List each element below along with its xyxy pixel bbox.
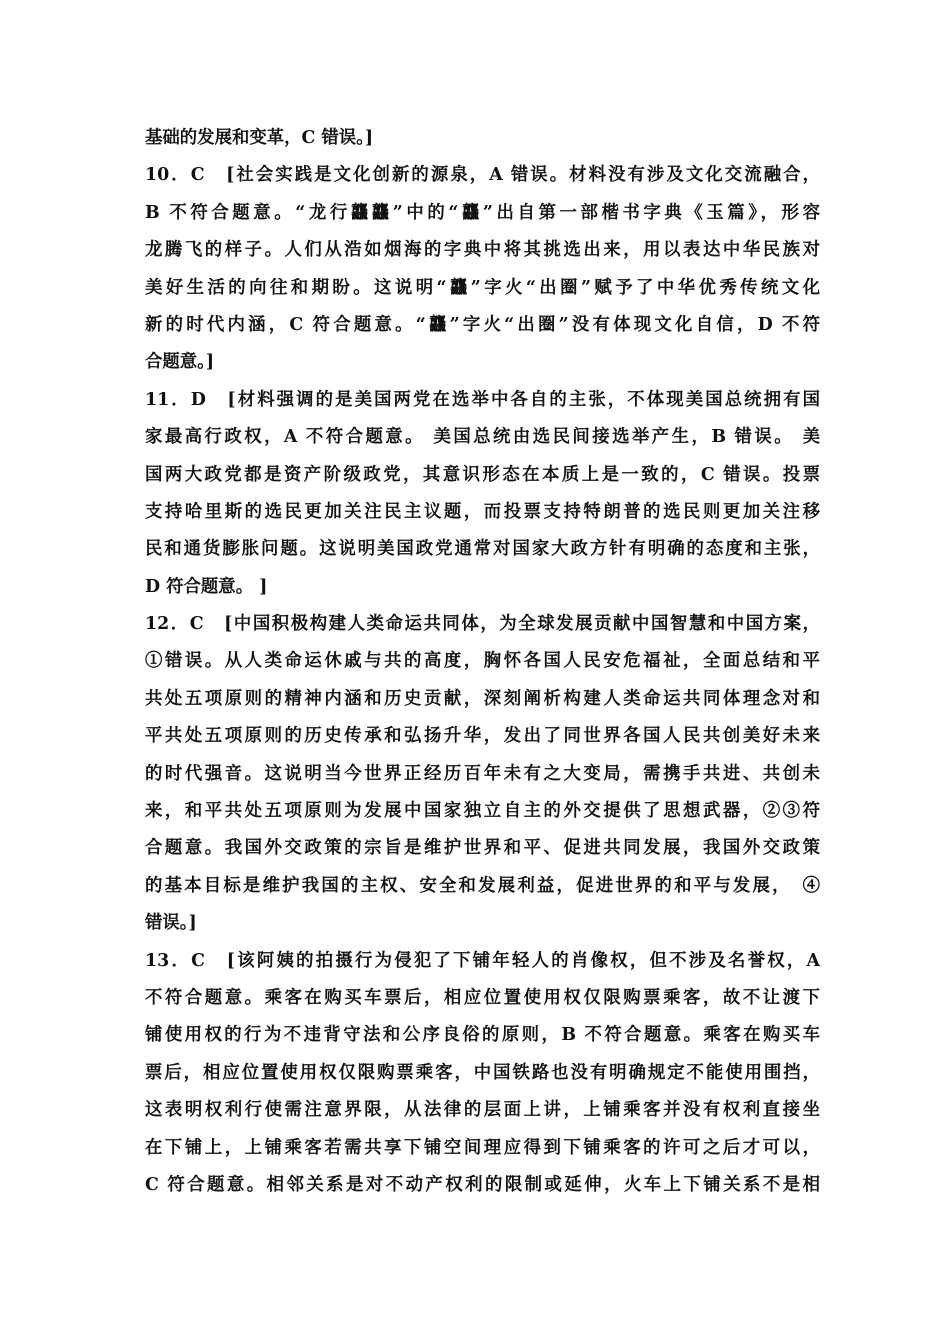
text-line: 10．C [社会实践是文化创新的源泉，A 错误。材料没有涉及文化交流融合， (145, 165, 820, 186)
text-line: 民和通货膨胀问题。这说明美国政党通常对国家大政方针有明确的态度和主张， (145, 539, 820, 560)
text-line: 国两大政党都是资产阶级政党，其意识形态在本质上是一致的，C 错误。投票 (145, 464, 820, 485)
text-line: 在下铺上，上铺乘客若需共享下铺空间理应得到下铺乘客的许可之后才可以， (145, 1137, 820, 1158)
text-line: 不符合题意。乘客在购买车票后，相应位置使用权仅限购票乘客，故不让渡下 (145, 987, 820, 1008)
text-line: C 符合题意。相邻关系是对不动产权利的限制或延伸，火车上下铺关系不是相 (145, 1174, 820, 1195)
text-line: 基础的发展和变革，C 错误。] (145, 128, 374, 148)
text-line: 来，和平共处五项原则为发展中国家独立自主的外交提供了思想武器，②③符 (145, 801, 820, 822)
text-line: 13．C [该阿姨的拍摄行为侵犯了下铺年轻人的肖像权，但不涉及名誉权，A (145, 950, 820, 971)
text-line: 12．C [中国积极构建人类命运共同体，为全球发展贡献中国智慧和中国方案， (145, 614, 820, 635)
text-line: 平共处五项原则的历史传承和弘扬升华，发出了同世界各国人民共创美好未来 (145, 726, 820, 747)
text-line: ①错误。从人类命运休戚与共的高度，胸怀各国人民安危福祉，全面总结和平 (145, 651, 820, 672)
text-line: 铺使用权的行为不违背守法和公序良俗的原则，B 不符合题意。乘客在购买车 (145, 1025, 820, 1046)
text-line: 新的时代内涵，C 符合题意。“龘”字火“出圈”没有体现文化自信，D 不符 (145, 314, 820, 335)
text-line: 家最高行政权，A 不符合题意。 美国总统由选民间接选举产生，B 错误。 美 (145, 427, 820, 448)
text-line: D 符合题意。 ] (145, 576, 268, 597)
text-line: 龙腾飞的样子。人们从浩如烟海的字典中将其挑选出来，用以表达中华民族对 (145, 240, 820, 261)
text-line: 11．D [材料强调的是美国两党在选举中各自的主张，不体现美国总统拥有国 (145, 389, 820, 410)
document-page (145, 120, 820, 1204)
text-line: 的时代强音。这说明当今世界正经历百年未有之大变局，需携手共进、共创未 (145, 763, 820, 784)
text-line: B 不符合题意。“龙行龘龘”中的“龘”出自第一部楷书字典《玉篇》，形容 (145, 202, 820, 223)
text-line: 的基本目标是维护我国的主权、安全和发展利益，促进世界的和平与发展， ④ (145, 875, 820, 896)
text-line: 美好生活的向往和期盼。这说明“龘”字火“出圈”赋予了中华优秀传统文化 (145, 277, 820, 298)
text-line: 支持哈里斯的选民更加关注民主议题，而投票支持特朗普的选民则更加关注移 (145, 501, 820, 522)
text-line: 票后，相应位置使用权仅限购票乘客，中国铁路也没有明确规定不能使用围挡， (145, 1062, 820, 1083)
text-line: 这表明权利行使需注意界限，从法律的层面上讲，上铺乘客并没有权利直接坐 (145, 1100, 820, 1121)
text-line: 合题意。我国外交政策的宗旨是维护世界和平、促进共同发展，我国外交政策 (145, 838, 820, 859)
text-line: 共处五项原则的精神内涵和历史贡献，深刻阐析构建人类命运共同体理念对和 (145, 688, 820, 709)
text-line: 错误。] (145, 913, 197, 934)
text-line: 合题意。] (145, 352, 215, 373)
